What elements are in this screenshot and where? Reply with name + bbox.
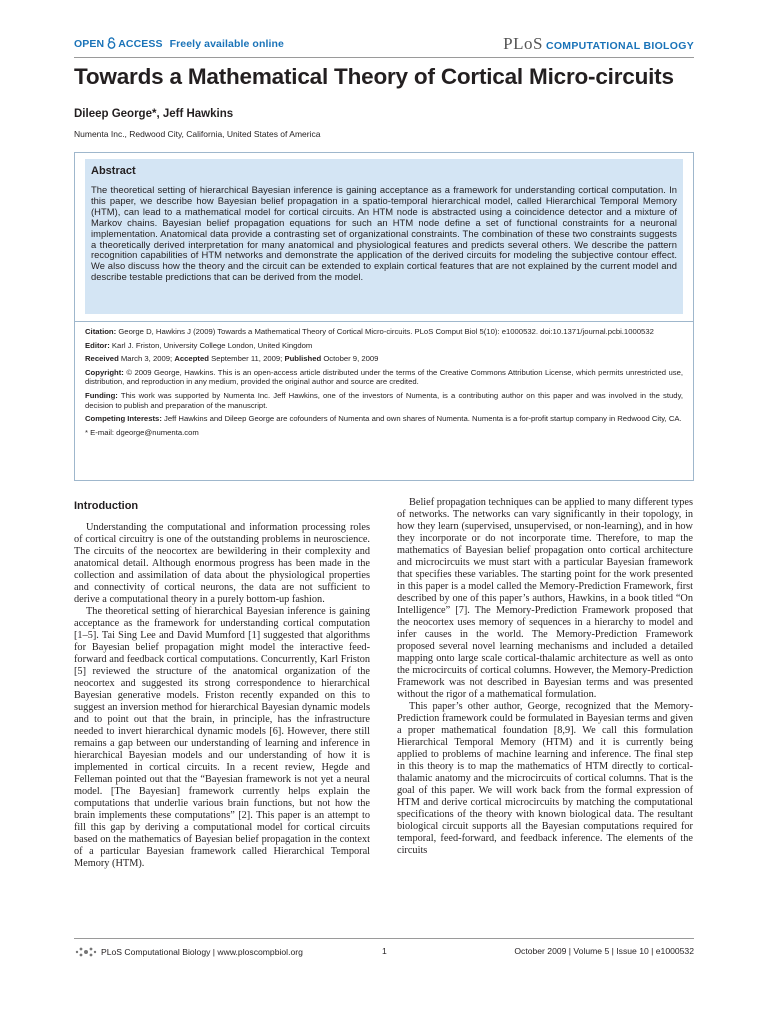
article-authors: Dileep George*, Jeff Hawkins xyxy=(74,108,234,120)
introduction-heading: Introduction xyxy=(74,500,139,512)
copyright-line: Copyright: © 2009 George, Hawkins. This is an open-access article distributed under the terms of the Creative Commons Attribution License, which permits unrestricted use, distribution, and reproduction in any medium, provided the original author and source are credited. xyxy=(85,367,683,387)
access-label: ACCESS xyxy=(118,38,163,50)
funding-line: Funding: This work was supported by Numenta Inc. Jeff Hawkins, one of the investors of Numenta, is a contributing author on this paper and was involved in the study, decision to publish and preparation of the manuscript. xyxy=(85,390,683,410)
header-divider xyxy=(74,57,694,58)
journal-plos-text: PLoS xyxy=(503,34,543,53)
competing-interests-line: Competing Interests: Jeff Hawkins and Dileep George are cofounders of Numenta and own shares of Numenta. Numenta is a for-profit startup company in Redwood City, CA. xyxy=(85,414,682,424)
abstract-panel xyxy=(85,159,683,314)
body-paragraph: Understanding the computational and information processing roles of cortical circuitry is one of the outstanding problems in neuroscience. The circuits of the neocortex are bewildering in their complexity and anatomical detail. Although enormous progress has been made in the collection and assimilation of data about the physiological properties and connectivity of cortical neurons, the data are not sufficient to derive a computational theory in a purely bottom-up fashion. xyxy=(74,522,370,605)
body-paragraph: Belief propagation techniques can be applied to many different types of networks. The networks can vary significantly in their topology, in how they learn (supervised, unsupervised, or non-learning), and in how they incorporate or do not incorporate time. Therefore, to map the mathematics of Bayesian belief propagation onto cortical architecture and microcircuits we must start with a particular Bayesian framework that specifies these variables. The starting point for the work presented in this paper is a model called the Memory-Prediction Framework, first described by one of this paper’s authors, Hawkins, in a book titled “On Intelligence” [7]. The Memory-Prediction Framework proposed that the neocortex uses memory of sequences in a hierarchy to model and infer causes in the world. The Memory-Prediction Framework proposed several novel learning mechanisms and included a detailed mapping onto large scale cortical-thalamic architecture as well as onto the microcircuits of cortical columns. However, the Memory-Prediction Framework was not described in Bayesian terms and was presented without the rigor of a mathematical formulation. xyxy=(397,497,693,700)
body-column-left xyxy=(74,500,370,870)
open-access-lock-icon xyxy=(107,37,116,49)
body-paragraph: This paper’s other author, George, recognized that the Memory-Prediction framework could be formulated in Bayesian terms and given a proper mathematical foundation [8,9]. We call this formulation Hierarchical Temporal Memory (HTM) and it is currently being applied to problems of machine learning and inference. The final step in this theory is to map the mathematics of HTM directly to cortical-thalamic anatomy and the microcircuits of cortical columns. That is the goal of this paper. We will work back from the formal expression of HTM and derive cortical microcircuits by matching the computational specifications of the theory with known biological data. The resultant biological circuit supports all the Bayesian computations required for temporal, feed-forward, and feedback inference. The elements of the circuits xyxy=(397,701,693,856)
email-line: * E-mail: dgeorge@numenta.com xyxy=(85,427,199,437)
page-footer xyxy=(74,944,694,960)
body-column-right xyxy=(397,497,693,857)
abstract-box xyxy=(74,152,694,322)
author-affiliation: Numenta Inc., Redwood City, California, United States of America xyxy=(74,129,321,139)
body-paragraph: The theoretical setting of hierarchical Bayesian inference is gaining acceptance as the framework for understanding cortical computation [1–5]. Tai Sing Lee and David Mumford [1] suggested that algorithms for Bayesian belief propagation might model the interactive feed-forward and feedback cortical computations. Concurrently, Karl Friston [5] reviewed the structure of the anatomical organization of the neocortex and suggested its strong correspondence to hierarchical Bayesian generative models. Friston recently expanded on this to suggest an inversion method for hierarchical Bayesian dynamic models and to point out that the brain, in principle, has the infrastructure needed to invert hierarchical dynamic models [6]. However, there still remains a gap between our understanding of learning and inference in hierarchical Bayesian models and our understanding of how it is implemented in cortical circuits. In a recent review, Hegde and Felleman pointed out that the “Bayesian framework is not yet a neural model. [The Bayesian] framework currently helps explain the computations that underlie various brain functions, but not how the brain implements these computations” [2]. This paper is an attempt to fill this gap by deriving a computational model for cortical circuits based on the mathematics of Bayesian belief propagation in the context of a particular Bayesian framework called Hierarchical Temporal Memory (HTM). xyxy=(74,606,370,869)
footer-divider xyxy=(74,938,694,939)
plos-logo-icon xyxy=(74,946,98,958)
open-access-banner xyxy=(74,37,284,50)
journal-logo xyxy=(503,34,694,54)
freely-available-label: Freely available online xyxy=(169,38,284,50)
page-number: 1 xyxy=(382,946,387,956)
issue-info: October 2009 | Volume 5 | Issue 10 | e1000532 xyxy=(514,946,694,956)
article-title: Towards a Mathematical Theory of Cortical Micro-circuits xyxy=(74,64,674,89)
journal-section-text: COMPUTATIONAL BIOLOGY xyxy=(545,40,694,52)
footer-journal xyxy=(74,946,303,958)
editor-line: Editor: Karl J. Friston, University College London, United Kingdom xyxy=(85,340,313,350)
journal-header xyxy=(74,34,694,54)
dates-line: Received March 3, 2009; Accepted September 11, 2009; Published October 9, 2009 xyxy=(85,354,379,364)
footer-journal-text: PLoS Computational Biology | www.ploscompbiol.org xyxy=(101,947,303,957)
open-label: OPEN xyxy=(74,38,105,50)
article-metadata xyxy=(74,321,694,481)
citation-line: Citation: George D, Hawkins J (2009) Towards a Mathematical Theory of Cortical Micro-circuits. PLoS Comput Biol 5(10): e1000532. doi:10.1371/journal.pcbi.1000532 xyxy=(85,327,654,336)
abstract-heading: Abstract xyxy=(91,165,136,177)
abstract-text: The theoretical setting of hierarchical Bayesian inference is gaining acceptance as a framework for understanding cortical computation. In this paper, we describe how Bayesian belief propagation in a spatio-temporal hierarchical model, called Hierarchical Temporal Memory (HTM), can lead to a mathematical model for cortical circuits. An HTM node is abstracted using a coincidence detector and a mixture of Markov chains. Bayesian belief propagation equations for such an HTM node define a set of functional constraints for a neuronal implementation. Anatomical data provide a contrasting set of organizational constraints. The combination of these two constraints suggests a theoretically derived interpretation for many anatomical and physiological features and predicts several others. We describe the pattern recognition capabilities of HTM networks and demonstrate the application of the derived circuits for modeling the subjective contour effect. We also discuss how the theory and the circuit can be extended to explain cortical features that are not explained by the current model and describe testable predictions that can be derived from the model. xyxy=(91,184,677,283)
